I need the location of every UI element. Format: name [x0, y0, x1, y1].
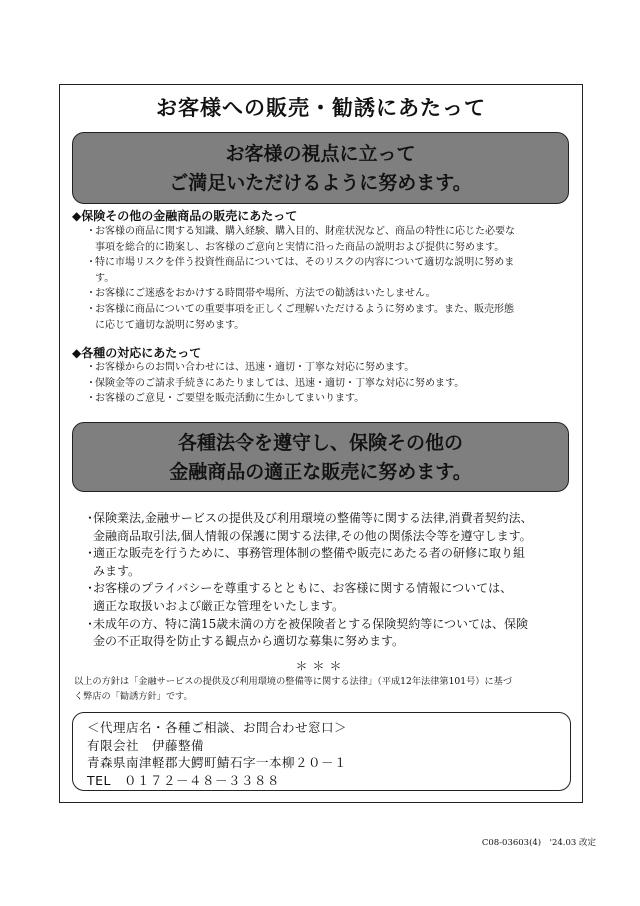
agency-address: 青森県南津軽郡大鰐町鯖石字一本柳２０－１ [87, 755, 348, 770]
list-item-line: に応じて適切な説明に努めます。 [95, 319, 245, 331]
list-item [86, 286, 571, 302]
section2-heading: ◆各種の対応にあたって [72, 346, 202, 360]
banner2-line1: 各種法令を遵守し、保険その他の [177, 432, 463, 454]
agency-tel: TEL ０１７２－４８－３３８８ [87, 772, 280, 788]
list-item-line: お客様のご意見・ご要望を販売活動に生かしてまいります。 [95, 393, 365, 405]
list-item-line: 未成年の方、特に満15歳未満の方を被保険者とする保険契約等については、保険 [93, 616, 529, 631]
bullet-marker: ・ [84, 546, 97, 561]
list-item-line: お客様に商品についての重要事項を正しくご理解いただけるように努めます。また、販売形態 [95, 303, 514, 315]
page-title: お客様への販売・勧誘にあたって [156, 96, 486, 120]
notice-frame [59, 84, 583, 803]
list-item-line: お客様からのお問い合わせには、迅速・適切・丁寧な対応に努めます。 [95, 362, 415, 373]
bullet-marker: ・ [86, 226, 96, 237]
list-item [84, 616, 574, 651]
bullet-marker: ・ [84, 581, 97, 596]
bullet-marker: ・ [84, 511, 97, 525]
policy-line2: く弊店の「勧誘方針」です。 [74, 690, 193, 702]
bullet-marker: ・ [84, 616, 97, 631]
banner1-line2: ご満足いただけるように努めます。 [169, 172, 472, 194]
list-item-line: す。 [95, 272, 115, 284]
list-item-line: 金融商品取引法,個人情報の保護に関する法律,その他の関係法令等を遵守します。 [93, 528, 532, 543]
policy-note [74, 675, 574, 704]
customer-viewpoint-banner [72, 132, 569, 204]
list-item [86, 391, 571, 407]
banner1-line1: お客様の視点に立って [225, 143, 416, 165]
list-item-line: 特に市場リスクを伴う投資性商品については、そのリスクの内容について適切な説明に努めま [95, 257, 515, 269]
document-code: C08-03603(4) '24.03 改定 [481, 838, 596, 848]
bullet-marker: ・ [86, 303, 96, 315]
list-item [86, 360, 571, 376]
list-item-line: 保険業法,金融サービスの提供及び利用環境の整備等に関する法律,消費者契約法、 [93, 511, 533, 525]
list-item [86, 224, 571, 255]
list-item [84, 580, 574, 615]
list-item-line: 適正な取扱いおよび厳正な管理をいたします。 [93, 598, 345, 613]
list-item-line: 事項を総合的に勘案し、お客様のご意向と実情に沿った商品の説明および提供に努めます。 [95, 241, 505, 253]
agency-contact-box [72, 712, 571, 791]
list-item-line: お客様のプライバシーを尊重するとともに、お客様に関する情報については、 [93, 581, 513, 596]
list-item-line: 金の不正取得を防止する観点から適切な募集に努めます。 [93, 634, 405, 649]
bullet-marker: ・ [86, 362, 96, 373]
bullet-marker: ・ [86, 288, 96, 300]
banner2-line2: 金融商品の適正な販売に努めます。 [169, 461, 472, 483]
list-item-line: お客様にご迷惑をおかけする時間帯や場所、方法での勧誘はいたしません。 [95, 288, 436, 300]
list-item [84, 545, 574, 580]
agency-header: ＜代理店名・各種ご相談、お問合わせ窓口＞ [87, 720, 348, 735]
section2-list [86, 360, 571, 407]
agency-name: 有限会社 伊藤整備 [87, 737, 205, 753]
section1-heading: ◆保険その他の金融商品の販売にあたって [72, 209, 298, 223]
section3-list [84, 510, 574, 651]
bullet-marker: ・ [86, 377, 96, 389]
list-item-line: 保険金等のご請求手続きにあたりましては、迅速・適切・丁寧な対応に努めます。 [95, 377, 465, 389]
list-item-line: お客様の商品に関する知識、購入経験、購入目的、財産状況など、商品の特性に応じた必要な [95, 226, 515, 237]
separator-stars: ＊＊＊ [295, 659, 347, 673]
bullet-marker: ・ [86, 393, 96, 405]
bullet-marker: ・ [86, 257, 96, 269]
policy-line1: 以上の方針は「金融サービスの提供及び利用環境の整備等に関する法律」（平成12年法律第101号）に基づ [74, 676, 513, 687]
list-item-line: 適正な販売を行うために、事務管理体制の整備や販売にあたる者の研修に取り組 [93, 546, 526, 561]
list-item [86, 302, 571, 333]
list-item [86, 376, 571, 392]
list-item [84, 510, 574, 545]
section1-list [86, 224, 571, 333]
compliance-banner [72, 422, 569, 492]
list-item-line: みます。 [93, 563, 141, 578]
list-item [86, 255, 571, 286]
